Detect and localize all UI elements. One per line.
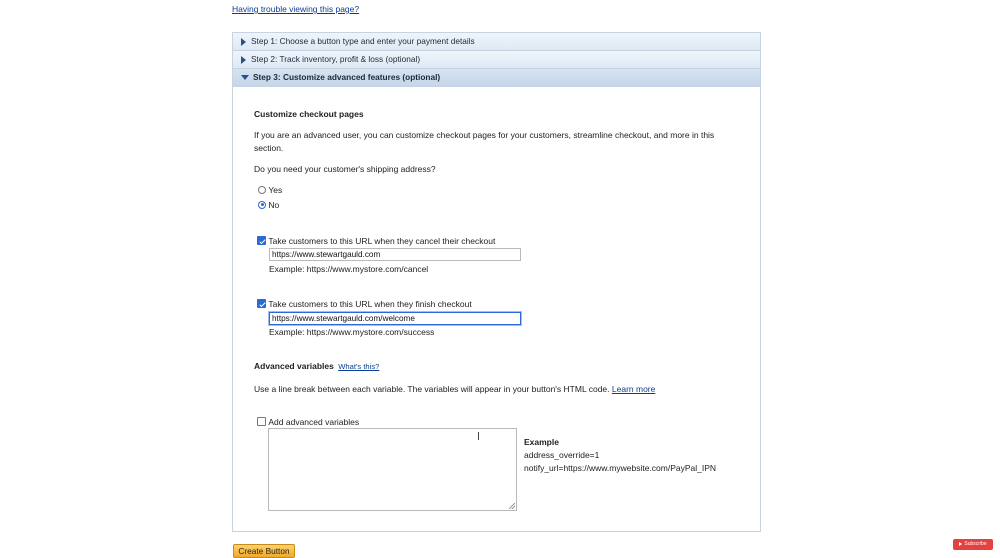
text-cursor-icon: [477, 432, 479, 440]
checkout-section-title: Customize checkout pages: [254, 109, 364, 119]
advanced-variables-heading: [254, 361, 379, 371]
advanced-description-text: Use a line break between each variable. The variables will appear in your button's HTML code.: [254, 384, 610, 394]
add-variables-option[interactable]: [257, 416, 359, 427]
example-line-2: notify_url=https://www.mywebsite.com/PayPal_IPN: [524, 463, 717, 473]
add-variables-checkbox[interactable]: [257, 417, 266, 426]
shipping-yes-radio[interactable]: [258, 186, 266, 194]
shipping-yes-label: Yes: [268, 184, 283, 195]
advanced-variables-title: Advanced variables: [254, 361, 334, 371]
cancel-url-input[interactable]: https://www.stewartgauld.com: [269, 248, 521, 261]
advanced-description: [254, 384, 655, 394]
youtube-play-icon: [959, 542, 962, 546]
finish-url-example: Example: https://www.mystore.com/success: [269, 327, 435, 337]
youtube-subscribe-label: Subscribe: [964, 541, 987, 547]
create-button[interactable]: Create Button: [233, 544, 295, 558]
learn-more-link[interactable]: Learn more: [611, 384, 656, 394]
cancel-url-label: Take customers to this URL when they cancel their checkout: [268, 235, 496, 246]
button-options-panel: [232, 32, 761, 532]
finish-url-option[interactable]: [257, 298, 472, 309]
shipping-no-option[interactable]: [258, 199, 279, 210]
advanced-variables-textarea[interactable]: [268, 428, 517, 511]
finish-url-checkbox[interactable]: [257, 299, 266, 308]
help-link[interactable]: Having trouble viewing this page?: [232, 4, 360, 14]
example-line-1: address_override=1: [524, 450, 600, 460]
shipping-yes-option[interactable]: [258, 184, 282, 195]
step-1-label: Step 1: Choose a button type and enter your payment details: [251, 36, 475, 46]
checkout-description-line1: If you are an advanced user, you can customize checkout pages for your customers, streamline checkout, and more in this: [254, 130, 715, 140]
cancel-url-checkbox[interactable]: [257, 236, 266, 245]
step-3-label: Step 3: Customize advanced features (optional): [253, 72, 441, 82]
cancel-url-example: Example: https://www.mystore.com/cancel: [269, 264, 429, 274]
add-variables-label: Add advanced variables: [268, 416, 360, 427]
finish-url-input[interactable]: https://www.stewartgauld.com/welcome: [269, 312, 521, 325]
step-3-content: [233, 33, 760, 531]
shipping-no-label: No: [268, 199, 280, 210]
shipping-question: Do you need your customer's shipping address?: [254, 164, 436, 174]
checkout-description-line2: section.: [254, 143, 284, 153]
step-2-label: Step 2: Track inventory, profit & loss (optional): [251, 54, 421, 64]
finish-url-label: Take customers to this URL when they finish checkout: [268, 298, 472, 309]
resize-grip-icon[interactable]: [509, 503, 515, 509]
example-title: Example: [524, 437, 559, 447]
shipping-no-radio[interactable]: [258, 201, 266, 209]
whats-this-link[interactable]: What's this?: [338, 362, 380, 371]
youtube-subscribe-badge[interactable]: [953, 539, 993, 550]
cancel-url-option[interactable]: [257, 235, 495, 246]
